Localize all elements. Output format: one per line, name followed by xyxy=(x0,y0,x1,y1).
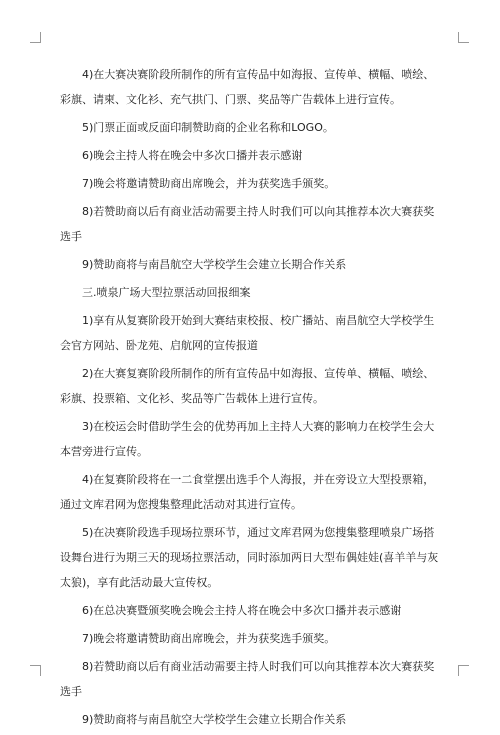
paragraph: 6)在总决赛暨颁奖晚会晚会主持人将在晚会中多次口播并表示感谢 xyxy=(82,604,402,617)
paragraph: 5)在决赛阶段选手现场拉票环节，通过文库君网为您搜集整理喷泉广场搭设舞台进行为期三天的现场拉票活动，同时添加两日大型布偶娃娃(喜羊羊与灰太狼)，享有此活动最大宣传权。 xyxy=(60,526,439,589)
section-heading: 三.喷泉广场大型拉票活动回报细案 xyxy=(82,286,251,299)
paragraph: 4)在复赛阶段将在一二食堂摆出选手个人海报，并在旁设立大型投票箱，通过文库君网为您搜集整理此活动对其进行宣传。 xyxy=(60,473,435,511)
crop-mark-bottom-left xyxy=(30,665,41,676)
paragraph: 9)赞助商将与南昌航空大学校学生会建立长期合作关系 xyxy=(82,713,347,726)
document-body xyxy=(60,62,442,735)
crop-mark-top-left xyxy=(30,32,41,43)
paragraph: 8)若赞助商以后有商业活动需要主持人时我们可以向其推荐本次大赛获奖选手 xyxy=(60,660,435,698)
paragraph: 3)在校运会时借助学生会的优势再加上主持人大赛的影响力在校学生会大本营旁进行宣传。 xyxy=(60,420,435,458)
paragraph: 9)赞助商将与南昌航空大学校学生会建立长期合作关系 xyxy=(82,258,347,271)
crop-mark-bottom-right xyxy=(458,665,469,676)
paragraph: 7)晚会将邀请赞助商出席晚会，并为获奖选手颁奖。 xyxy=(82,177,336,190)
crop-mark-top-right xyxy=(458,32,469,43)
paragraph: 5)门票正面或反面印制赞助商的企业名称和LOGO。 xyxy=(82,121,334,134)
paragraph: 4)在大赛决赛阶段所制作的所有宣传品中如海报、宣传单、横幅、喷绘、彩旗、请柬、文化衫、充气拱门、门票、奖品等广告载体上进行宣传。 xyxy=(60,68,435,106)
paragraph: 1)享有从复赛阶段开始到大赛结束校报、校广播站、南昌航空大学校学生会官方网站、卧龙苑、启航网的宣传报道 xyxy=(60,314,435,352)
paragraph: 8)若赞助商以后有商业活动需要主持人时我们可以向其推荐本次大赛获奖选手 xyxy=(60,205,435,243)
paragraph: 7)晚会将邀请赞助商出席晚会，并为获奖选手颁奖。 xyxy=(82,632,336,645)
paragraph: 2)在大赛复赛阶段所制作的所有宣传品中如海报、宣传单、横幅、喷绘、彩旗、投票箱、文化衫、奖品等广告载体上进行宣传。 xyxy=(60,367,435,405)
paragraph: 6)晚会主持人将在晚会中多次口播并表示感谢 xyxy=(82,149,303,162)
